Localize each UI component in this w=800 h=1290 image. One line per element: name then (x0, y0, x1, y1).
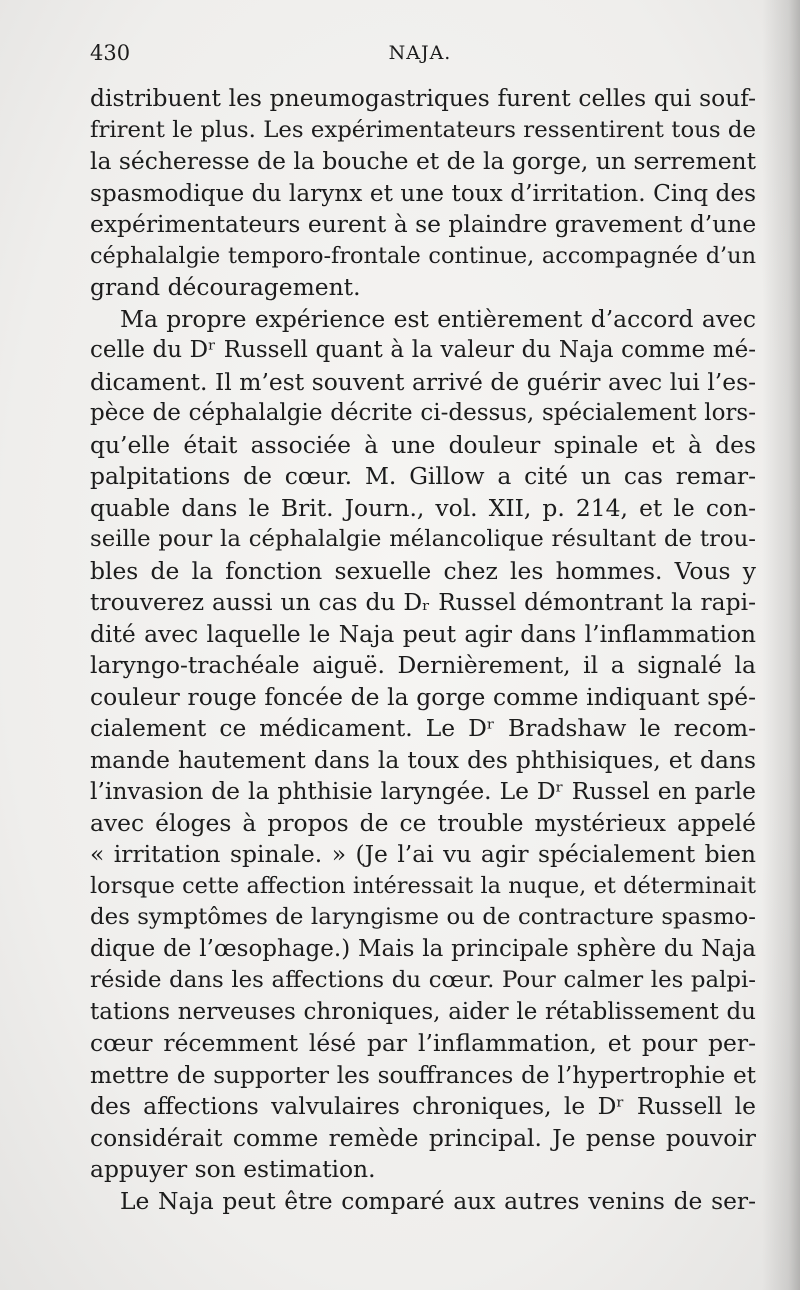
text-line: mande hautement dans la toux des phthisiques, et dans (90, 745, 756, 774)
text-line: appuyer son estimation. (90, 1155, 376, 1183)
page-number: 430 (90, 41, 131, 65)
text-line: la sécheresse de la bouche et de la gorge, un serrement (90, 147, 756, 175)
text-line: trouverez aussi un cas du Dᵣ Russel démontrant la rapi- (90, 588, 756, 616)
text-line: dique de l’œsophage.) Mais la principale sphère du Naja (90, 935, 756, 962)
text-line: cialement ce médicament. Le Dʳ Bradshaw le recom- (90, 714, 756, 742)
text-line: « irritation spinale. » (Je l’ai vu agir spécialement bien (90, 840, 756, 868)
text-line: seille pour la céphalalgie mélancolique résultant de trou- (90, 526, 756, 552)
text-line: lorsque cette affection intéressait la nuque, et déterminait (90, 872, 756, 899)
paragraph-start: Le Naja peut être comparé aux autres venins de ser- (120, 1186, 756, 1215)
text-line: palpitations de cœur. M. Gillow a cité un cas remar- (90, 462, 756, 490)
running-head (90, 38, 750, 68)
text-line: cœur récemment lésé par l’inflammation, et pour per- (90, 1029, 756, 1057)
text-line: l’invasion de la phthisie laryngée. Le Dʳ Russel en parle (90, 777, 756, 805)
body-text (90, 83, 756, 1217)
text-line: celle du Dʳ Russell quant à la valeur du Naja comme mé- (90, 337, 756, 363)
text-line: couleur rouge foncée de la gorge comme indiquant spé- (90, 682, 756, 711)
text-line: distribuent les pneumogastriques furent celles qui souf- (90, 84, 756, 112)
text-line: mettre de supporter les souffrances de l’hypertrophie et (90, 1061, 756, 1089)
text-line: expérimentateurs eurent à se plaindre gravement d’une (90, 210, 757, 238)
text-line: grand découragement. (90, 273, 361, 301)
text-line: réside dans les affections du cœur. Pour calmer les palpi- (90, 967, 756, 993)
text-line: tations nerveuses chroniques, aider le rétablissement du (90, 998, 756, 1025)
text-line: laryngo-trachéale aiguë. Dernièrement, il a signalé la (90, 651, 756, 679)
text-line: bles de la fonction sexuelle chez les hommes. Vous y (90, 556, 756, 585)
text-line: quable dans le Brit. Journ., vol. XII, p. 214, et le con- (90, 493, 756, 522)
text-line: des affections valvulaires chroniques, le Dʳ Russell le (90, 1092, 756, 1120)
text-line: considérait comme remède principal. Je pense pouvoir (90, 1123, 756, 1152)
text-line: frirent le plus. Les expérimentateurs ressentirent tous de (90, 116, 756, 143)
text-line: spasmodique du larynx et une toux d’irritation. Cinq des (90, 179, 756, 207)
text-line: avec éloges à propos de ce trouble mystérieux appelé (90, 808, 756, 837)
text-line: dicament. Il m’est souvent arrivé de guérir avec lui l’es- (90, 367, 756, 396)
text-line: pèce de céphalalgie décrite ci-dessus, spécialement lors- (90, 400, 756, 426)
text-line: qu’elle était associée à une douleur spinale et à des (90, 430, 756, 459)
text-line: des symptômes de laryngisme ou de contracture spasmo- (90, 904, 756, 930)
spine-shadow (762, 0, 800, 1290)
running-title: NAJA. (388, 42, 452, 64)
text-line: dité avec laquelle le Naja peut agir dans l’inflammation (90, 619, 756, 648)
paragraph-start: Ma propre expérience est entièrement d’accord avec (120, 304, 756, 333)
text-line: céphalalgie temporo-frontale continue, accompagnée d’un (90, 242, 756, 269)
